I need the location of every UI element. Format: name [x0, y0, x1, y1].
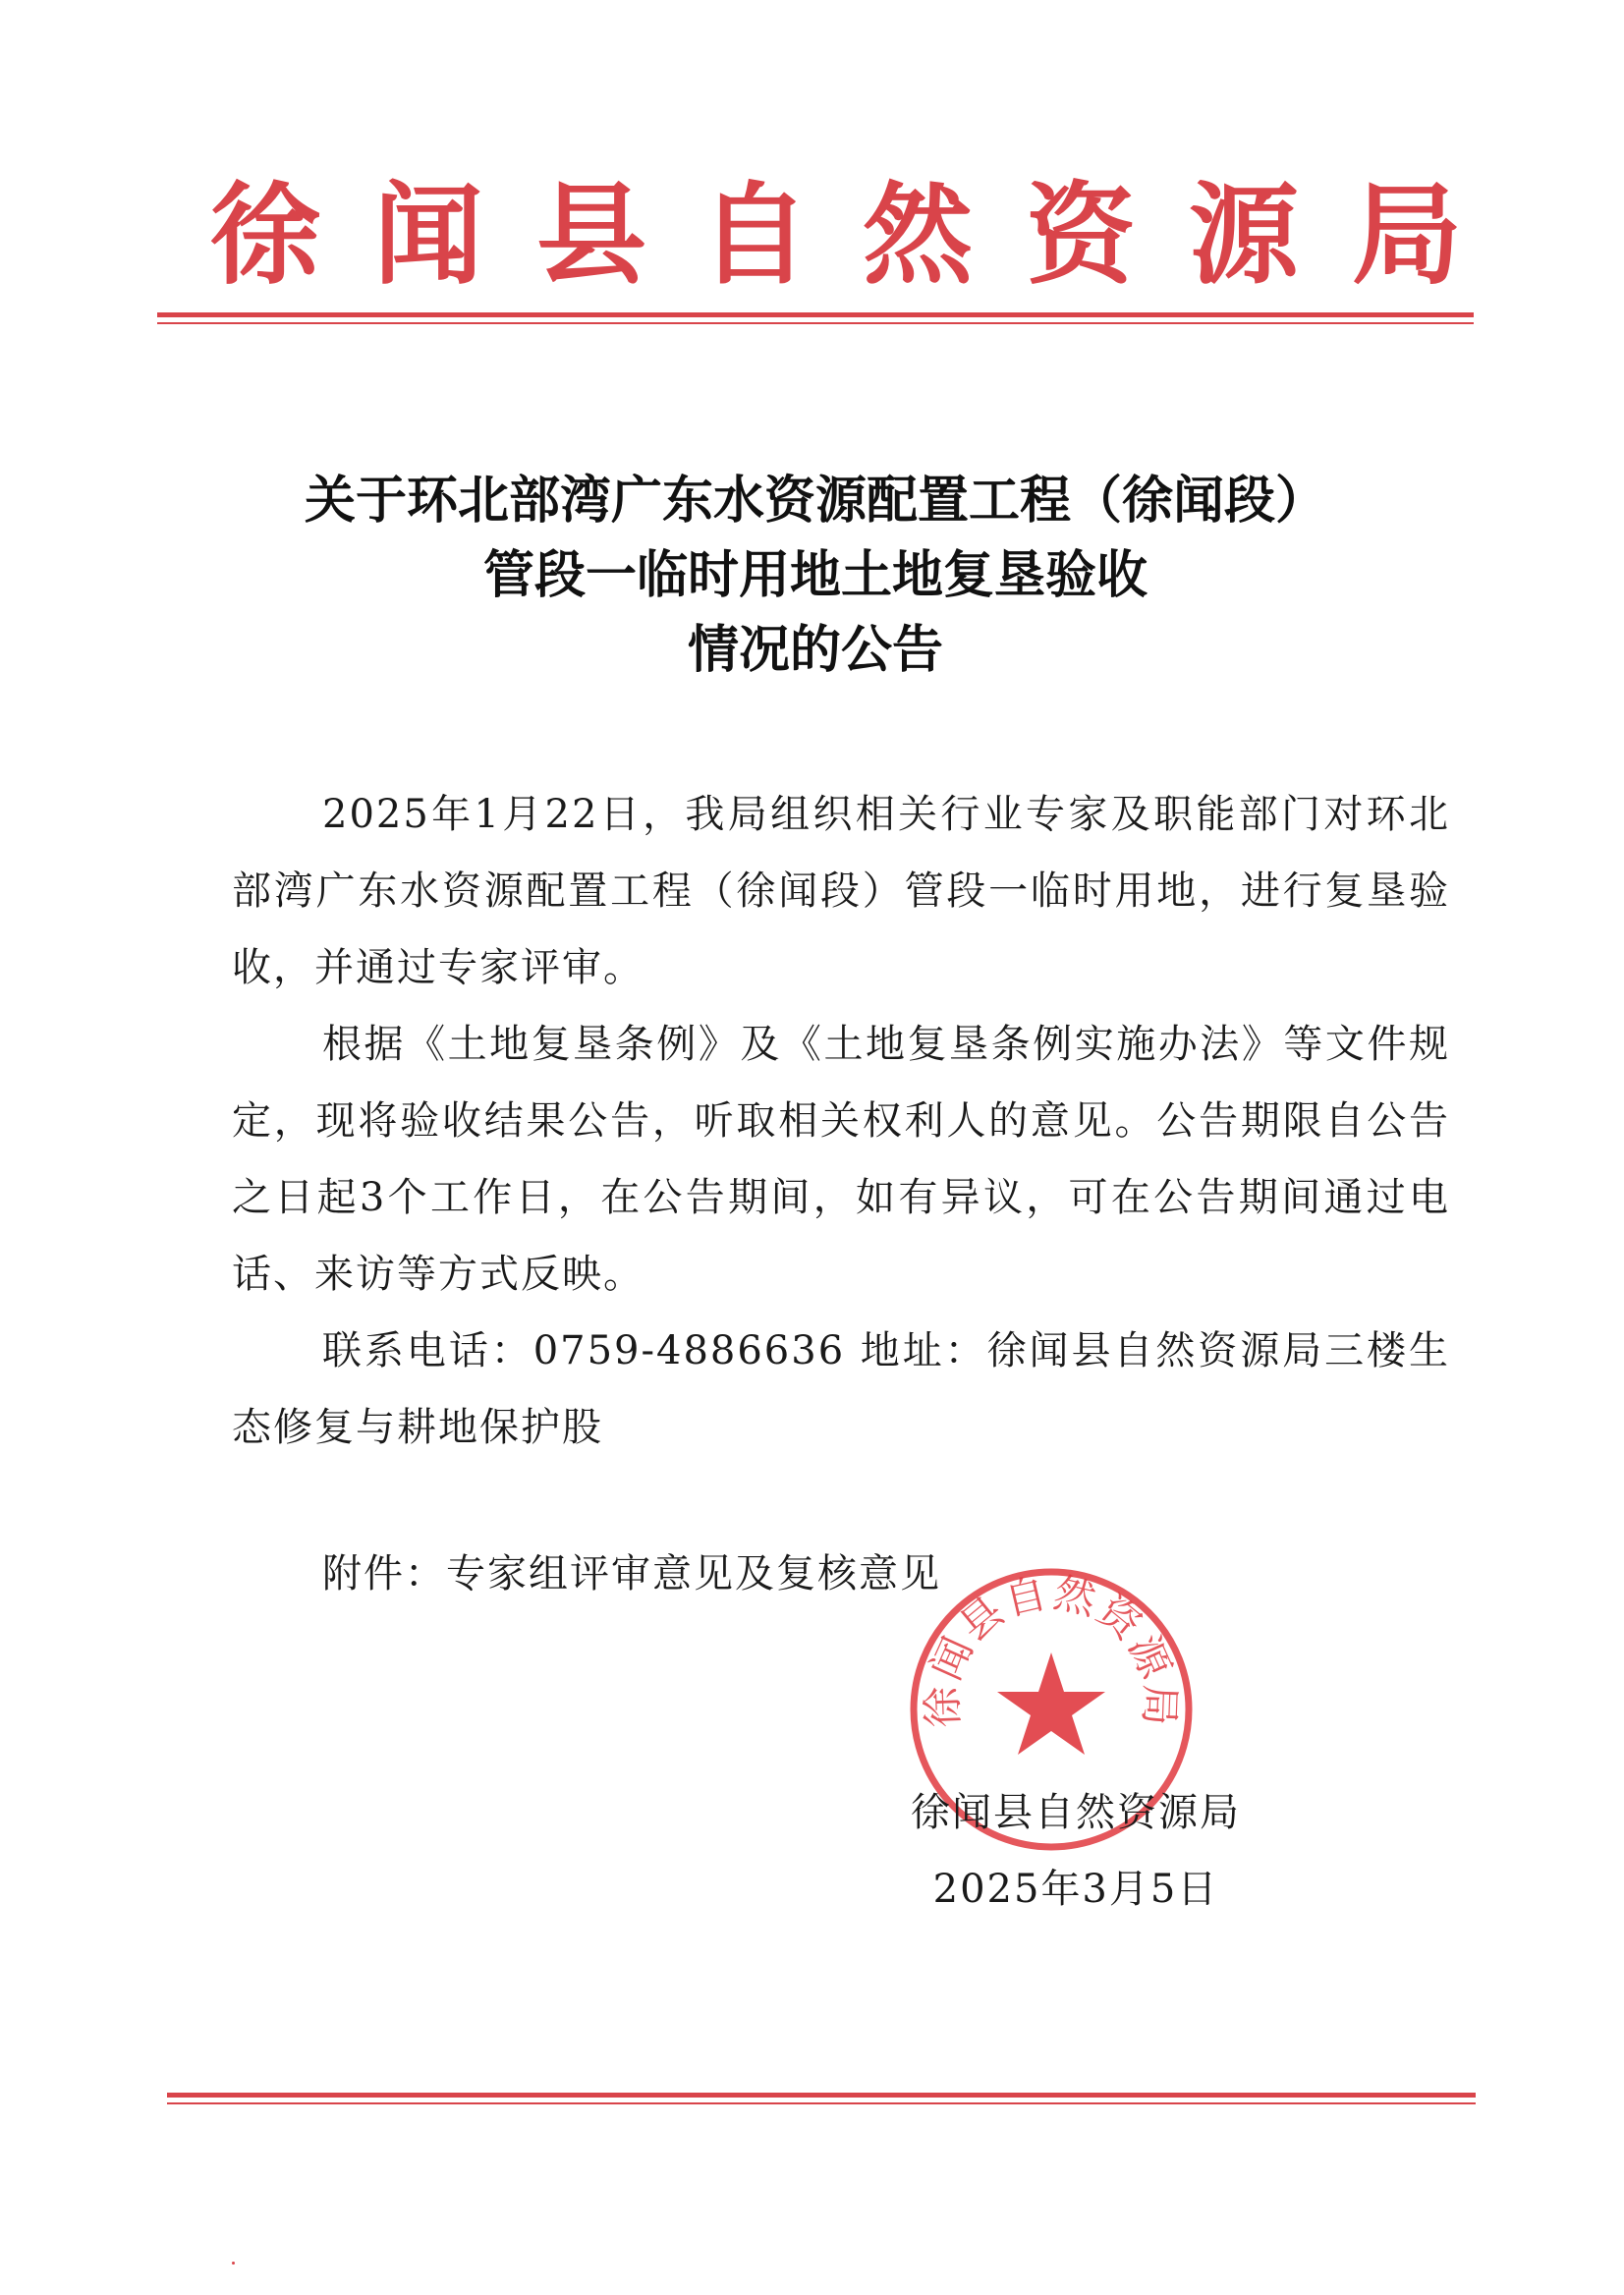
seal-text: 徐闻县自然资源局 — [918, 1568, 1185, 1729]
footer-thin-line — [167, 2102, 1476, 2104]
paragraph-acceptance: 2025年1月22日，我局组织相关行业专家及职能部门对环北部湾广东水资源配置工程（徐闻段）管段一临时用地，进行复垦验收，并通过专家评审。 — [232, 792, 1450, 990]
title-line-3: 情况的公告 — [687, 621, 943, 680]
document-title — [157, 464, 1474, 688]
title-line-2: 管段一临时用地土地复垦验收 — [482, 546, 1148, 605]
letterhead-organization: 徐闻县自然资源局 — [210, 171, 1515, 300]
scan-speck — [232, 2262, 235, 2265]
document-body — [232, 776, 1450, 1466]
divider-thick-line — [157, 312, 1474, 317]
title-line-1: 关于环北部湾广东水资源配置工程（徐闻段） — [304, 472, 1326, 531]
footer-divider — [167, 2093, 1476, 2104]
signature-block — [889, 1774, 1262, 1928]
signature-organization: 徐闻县自然资源局 — [911, 1790, 1241, 1835]
paragraph-announcement: 根据《土地复垦条例》及《土地复垦条例实施办法》等文件规定，现将验收结果公告，听取相关权利人的意见。公告期限自公告之日起3个工作日，在公告期间，如有异议，可在公告期间通过电话、来访等方式反映。 — [232, 1022, 1450, 1297]
letterhead-divider — [157, 312, 1474, 324]
divider-thin-line — [157, 322, 1474, 324]
seal-star-icon — [997, 1652, 1105, 1755]
footer-thick-line — [167, 2093, 1476, 2098]
paragraph-contact: 联系电话：0759-4886636 地址：徐闻县自然资源局三楼生态修复与耕地保护股 — [232, 1328, 1450, 1450]
signature-date: 2025年3月5日 — [932, 1867, 1219, 1912]
attachment-note: 附件：专家组评审意见及复核意见 — [322, 1551, 941, 1596]
